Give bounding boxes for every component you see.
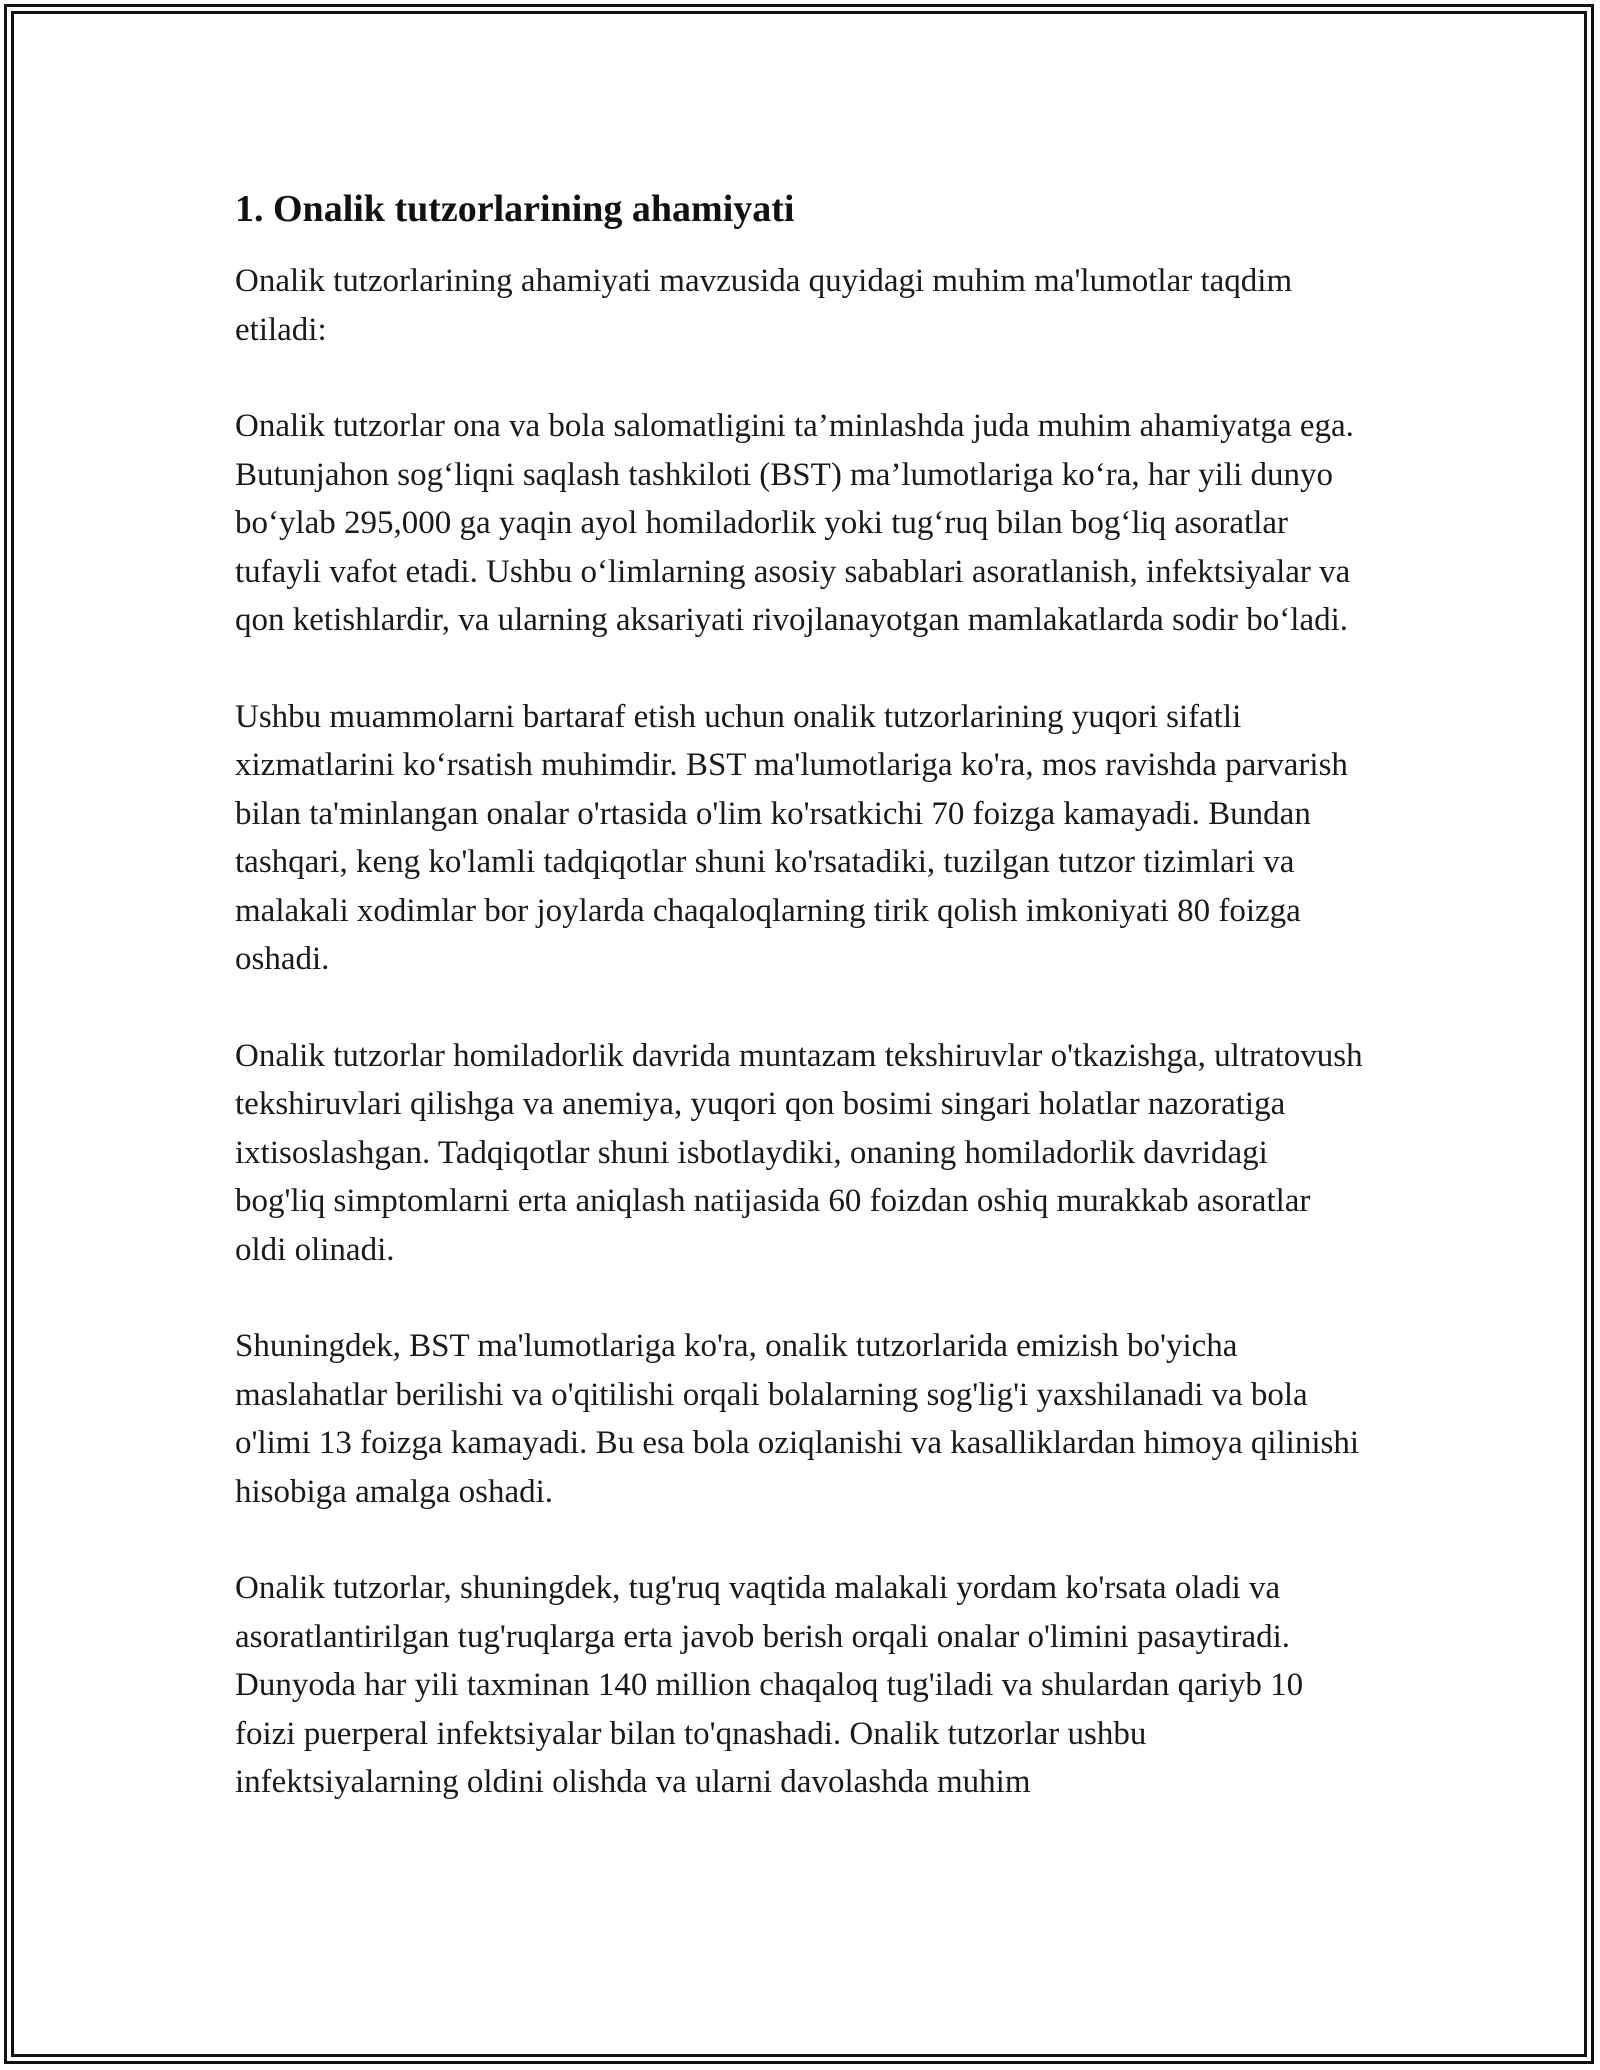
paragraph-intro: Onalik tutzorlarining ahamiyati mavzusida quyidagi muhim ma'lumotlar taqdim etiladi:: [235, 263, 1293, 348]
paragraph-breastfeeding: Shuningdek, BST ma'lumotlariga ko'ra, onalik tutzorlarida emizish bo'yicha maslahatlar berilishi va o'qitilishi orqali bolalarning sog'lig'i yaxshilanadi va bola o'limi 13 foizga kamayadi. Bu esa bola oziqlanishi va kasalliklardan himoya qilinishi hisobiga amalga oshadi.: [235, 1328, 1360, 1510]
section-heading: 1. Onalik tutzorlarining ahamiyati: [235, 188, 795, 230]
paragraph-checkups: Onalik tutzorlar homiladorlik davrida muntazam tekshiruvlar o'tkazishga, ultratovush tekshiruvlari qilishga va anemiya, yuqori qon bosimi singari holatlar nazoratiga ixtisoslashgan. Tadqiqotlar shuni isbotlaydiki, onaning homiladorlik davridagi bog'liq simptomlarni erta aniqlash natijasida 60 foizdan oshiq murakkab asoratlar oldi olinadi.: [235, 1037, 1363, 1268]
paragraph-maternal-health: Onalik tutzorlar ona va bola salomatligini ta’minlashda juda muhim ahamiyatga ega. Butunjahon sog‘liqni saqlash tashkiloti (BST) ma’lumotlariga ko‘ra, har yili dunyo bo‘ylab 295,000 ga yaqin ayol homiladorlik yoki tug‘ruq bilan bog‘liq asoratlar tufayli vafot etadi. Ushbu o‘limlarning asosiy sabablari asoratlanish, infektsiyalar va qon ketishlardir, va ularning aksariyati rivojlanayotgan mamlakatlarda sodir bo‘ladi.: [235, 408, 1354, 638]
document-body: [235, 185, 1365, 1807]
paragraph-childbirth-care: Onalik tutzorlar, shuningdek, tug'ruq vaqtida malakali yordam ko'rsata oladi va asoratlantirilgan tug'ruqlarga erta javob berish orqali onalar o'limini pasaytiradi. Dunyoda har yili taxminan 140 million chaqaloq tug'iladi va shulardan qariyb 10 foizi puerperal infektsiyalar bilan to'qnashadi. Onalik tutzorlar ushbu infektsiyalarning oldini olishda va ularni davolashda muhim: [235, 1570, 1304, 1800]
paragraph-quality-services: Ushbu muammolarni bartaraf etish uchun onalik tutzorlarining yuqori sifatli xizmatlarini ko‘rsatish muhimdir. BST ma'lumotlariga ko'ra, mos ravishda parvarish bilan ta'minlangan onalar o'rtasida o'lim ko'rsatkichi 70 foizga kamayadi. Bundan tashqari, keng ko'lamli tadqiqotlar shuni ko'rsatadiki, tuzilgan tutzor tizimlari va malakali xodimlar bor joylarda chaqaloqlarning tirik qolish imkoniyati 80 foizga oshadi.: [235, 698, 1348, 977]
